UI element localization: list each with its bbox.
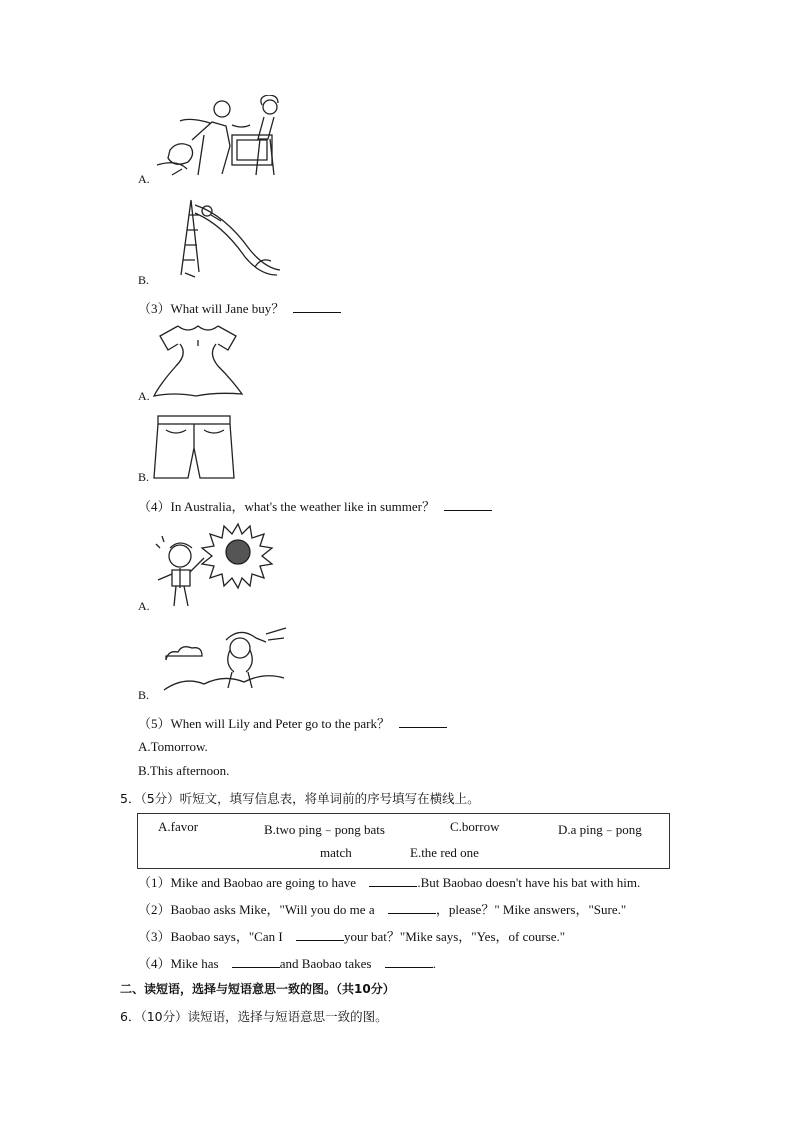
q3-answer-blank[interactable] (293, 300, 341, 313)
s5-blank-4a[interactable] (232, 955, 280, 968)
band-playing-image (152, 95, 302, 180)
word-d-continued: match (320, 845, 352, 860)
word-d: D.a ping﹣pong (558, 822, 642, 837)
windy-cloud-icon (162, 624, 292, 696)
s5-item-4: （4）Mike has and Baobao takes . (138, 956, 436, 971)
word-c: C.borrow (450, 819, 500, 834)
section5-header: 5．（5分）听短文，填写信息表，将单词前的序号填写在横线上。 (120, 791, 480, 806)
hot-sun-icon (150, 518, 285, 610)
q5-question: （5）When will Lily and Peter go to the park？ (138, 716, 391, 731)
q5-option-a: A.Tomorrow. (138, 739, 208, 754)
q4-line (138, 496, 492, 515)
s5-item-3: （3）Baobao says，"Can I your bat？"Mike says，"Yes，of course." (138, 929, 566, 944)
q3-option-a-letter: A. (138, 389, 150, 403)
word-e: E.the red one (410, 845, 479, 860)
s5-blank-2[interactable] (388, 901, 436, 914)
q3-question: （3）What will Jane buy？ (138, 301, 285, 316)
prev-option-b-letter: B. (138, 273, 150, 287)
q5-line (138, 713, 447, 732)
s5-blank-3[interactable] (296, 928, 344, 941)
word-bank-box (137, 813, 670, 869)
q4-answer-blank[interactable] (444, 498, 492, 511)
q4-option-a-letter: A. (138, 599, 150, 613)
word-b: B.two ping﹣pong bats (264, 822, 385, 837)
slide-image (165, 195, 285, 280)
s5-blank-4b[interactable] (385, 955, 433, 968)
q3-line (138, 298, 341, 317)
q6-header: 6．（10分）读短语，选择与短语意思一致的图。 (120, 1009, 388, 1024)
q5-option-b: B.This afternoon. (138, 763, 230, 778)
part2-header: 二、读短语，选择与短语意思一致的图。（共10分） (120, 982, 395, 996)
word-a: A.favor (158, 819, 199, 834)
q3-option-b-letter: B. (138, 470, 150, 484)
dress-icon (150, 320, 245, 400)
s5-item-2: （2）Baobao asks Mike，"Will you do me a ，please？" Mike answers，"Sure." (138, 902, 627, 917)
q5-answer-blank[interactable] (399, 715, 447, 728)
q4-option-b-letter: B. (138, 688, 150, 702)
s5-item-1: （1）Mike and Baobao are going to have .But Baobao doesn't have his bat with him. (138, 875, 641, 890)
q4-question: （4）In Australia，what's the weather like in summer？ (138, 499, 435, 514)
shorts-icon (150, 412, 240, 484)
s5-blank-1[interactable] (369, 874, 417, 887)
prev-option-a-letter: A. (138, 172, 150, 186)
